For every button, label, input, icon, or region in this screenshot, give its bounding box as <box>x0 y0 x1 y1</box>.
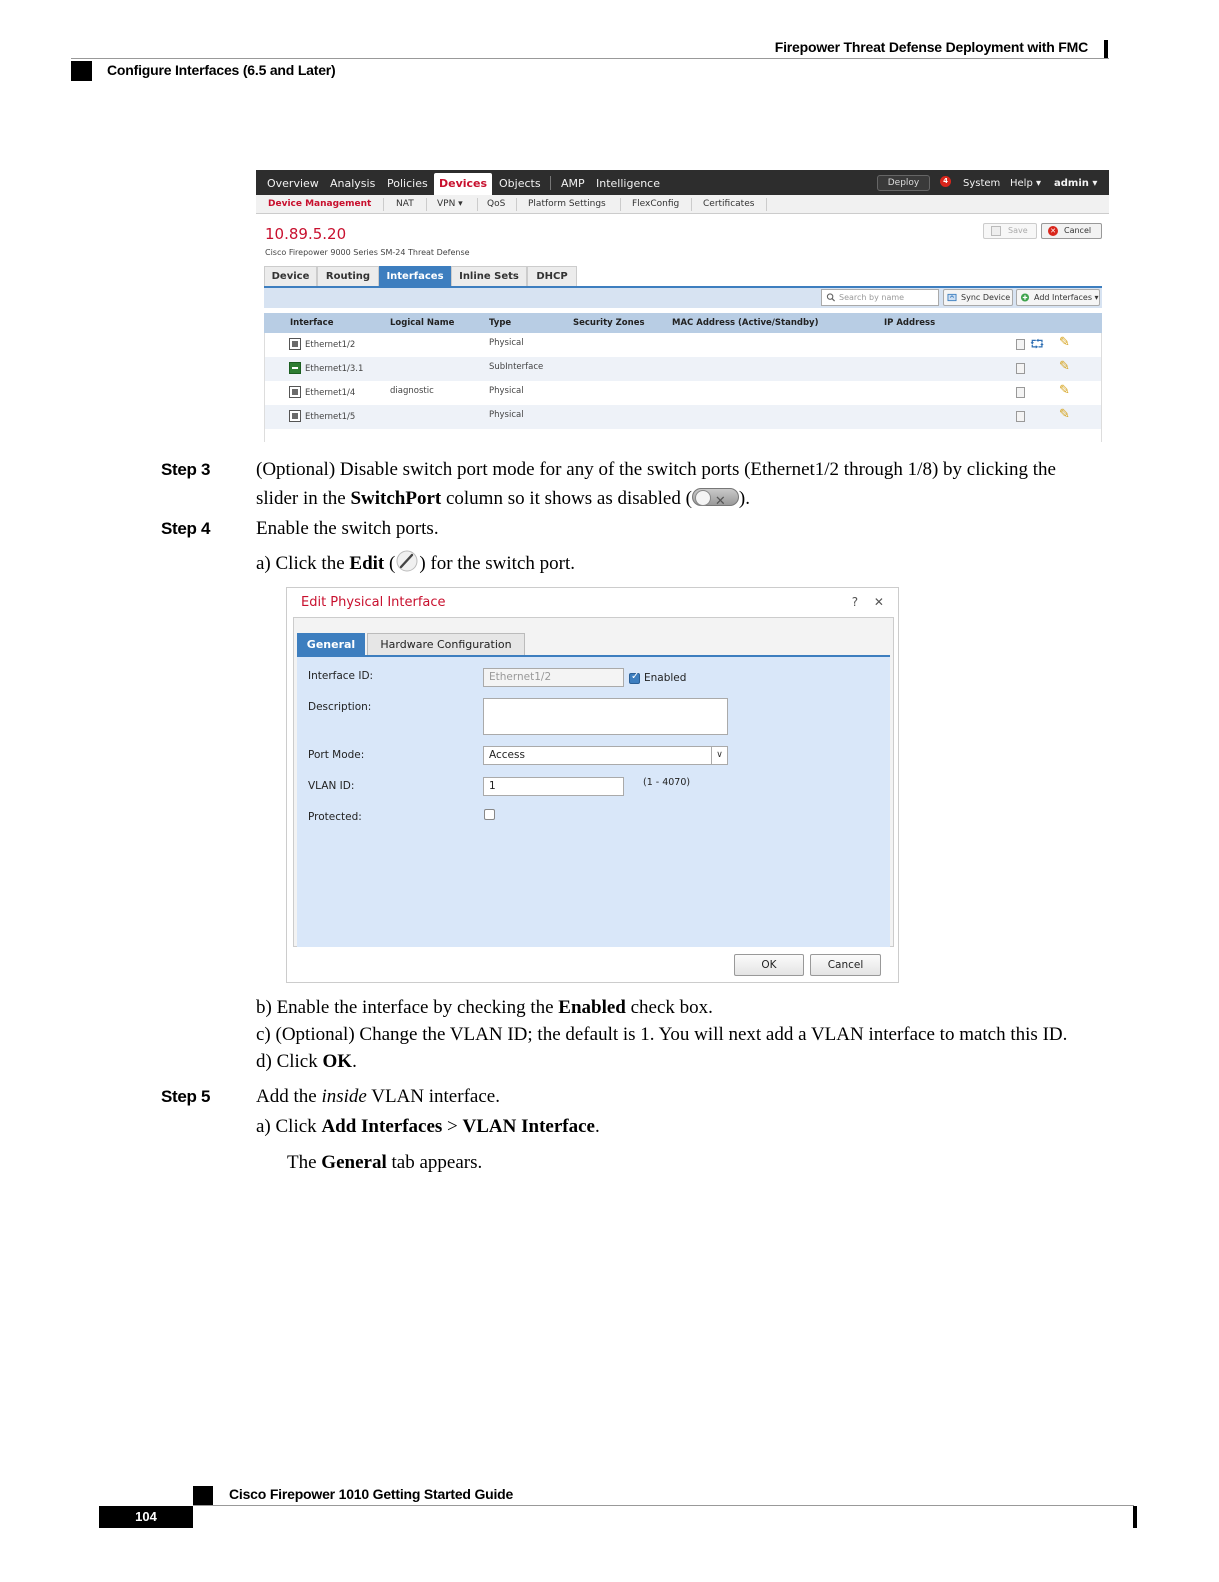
table-row[interactable] <box>264 381 1102 405</box>
step-5a-pre: a) Click <box>256 1116 322 1137</box>
inside-term: inside <box>321 1086 367 1107</box>
fmc-top-nav <box>256 170 1109 195</box>
cancel-button[interactable]: Cancel <box>810 954 881 976</box>
tab-dhcp[interactable]: DHCP <box>527 266 577 286</box>
document-icon[interactable] <box>1016 387 1025 398</box>
edit-physical-interface-dialog <box>286 587 899 983</box>
add-interfaces-button[interactable] <box>1016 289 1100 306</box>
header-bar <box>1104 40 1108 58</box>
subnav-qos[interactable]: QoS <box>487 199 506 209</box>
step-4d-post: . <box>352 1051 357 1072</box>
nav-overview[interactable]: Overview <box>267 177 319 190</box>
sync-device-label: Sync Device <box>961 293 1011 302</box>
sync-icon <box>947 293 957 302</box>
fmc-interfaces-screenshot <box>256 170 1109 442</box>
chevron-down-icon: ∨ <box>711 747 727 764</box>
subinterface-icon <box>289 362 301 374</box>
document-icon[interactable] <box>1016 339 1025 350</box>
step-5-label: Step 5 <box>161 1087 211 1106</box>
col-ip-address[interactable]: IP Address <box>884 318 936 328</box>
port-mode-label: Port Mode: <box>308 749 365 761</box>
save-button[interactable] <box>983 223 1037 239</box>
step-3-text-line1: (Optional) Disable switch port mode for any of the switch ports (Ethernet1/2 through 1/8) by clicking the <box>256 459 1056 480</box>
subnav-separator <box>766 198 767 211</box>
step-3-text-c: column so it shows as disabled ( <box>441 488 692 509</box>
footer-bar <box>1133 1506 1137 1528</box>
table-border <box>1101 333 1102 442</box>
step-4-text: Enable the switch ports. <box>256 518 439 539</box>
step-4a-post: ) for the switch port. <box>419 553 575 574</box>
edit-pencil-icon[interactable]: ✎ <box>1059 383 1070 398</box>
tab-hardware-configuration[interactable]: Hardware Configuration <box>367 633 525 655</box>
subnav-separator <box>383 198 384 211</box>
step-5a-mid: > <box>442 1116 463 1137</box>
nav-intelligence[interactable]: Intelligence <box>596 177 661 190</box>
subnav-separator <box>516 198 517 211</box>
tab-interfaces[interactable]: Interfaces <box>379 266 451 286</box>
note-pre: The <box>287 1152 322 1173</box>
nav-user-menu[interactable]: admin ▾ <box>1054 178 1098 189</box>
edit-pencil-icon <box>395 550 419 572</box>
dialog-body <box>293 617 894 947</box>
subnav-vpn[interactable]: VPN ▾ <box>437 199 463 209</box>
document-title: Firepower Threat Defense Deployment with FMC <box>774 39 1088 55</box>
interface-id-field: Ethernet1/2 <box>483 668 624 687</box>
table-row[interactable] <box>264 405 1102 429</box>
step-4c-text: c) (Optional) Change the VLAN ID; the default is 1. You will next add a VLAN interface to match this ID. <box>256 1024 1068 1045</box>
step-4b-pre: b) Enable the interface by checking the <box>256 997 559 1018</box>
step-4d-pre: d) Click <box>256 1051 323 1072</box>
interface-name: Ethernet1/5 <box>305 412 356 422</box>
step-5a-note <box>287 1149 482 1177</box>
table-border <box>264 333 265 442</box>
col-interface[interactable]: Interface <box>290 318 334 328</box>
interface-name: Ethernet1/4 <box>305 388 356 398</box>
subnav-separator <box>691 198 692 211</box>
step-4d-text <box>256 1048 357 1076</box>
document-icon[interactable] <box>1016 411 1025 422</box>
general-panel <box>297 657 890 947</box>
add-interfaces-label: Add Interfaces ▾ <box>1034 293 1099 302</box>
footer-marker <box>193 1486 213 1505</box>
col-logical-name[interactable]: Logical Name <box>390 318 455 328</box>
cancel-label: Cancel <box>1064 226 1092 235</box>
save-icon <box>991 226 1001 236</box>
vlan-range-hint: (1 - 4070) <box>643 777 691 788</box>
subnav-nat[interactable]: NAT <box>396 199 414 209</box>
protected-checkbox[interactable] <box>484 809 495 820</box>
general-term: General <box>321 1152 387 1173</box>
protected-label: Protected: <box>308 811 362 823</box>
step-4b-text <box>256 994 713 1022</box>
tab-device[interactable]: Device <box>264 266 317 286</box>
description-label: Description: <box>308 701 372 713</box>
vlan-id-field[interactable]: 1 <box>483 777 624 796</box>
header-rule <box>71 58 1109 59</box>
port-mode-value: Access <box>489 749 525 761</box>
fmc-sub-nav <box>256 195 1109 214</box>
nav-devices[interactable]: Devices <box>434 173 492 195</box>
subnav-separator <box>620 198 621 211</box>
step-5-pre: Add the <box>256 1086 322 1107</box>
nav-analysis[interactable]: Analysis <box>330 177 376 190</box>
edit-pencil-icon[interactable]: ✎ <box>1059 407 1070 422</box>
deploy-button[interactable]: Deploy <box>877 175 930 191</box>
section-title: Configure Interfaces (6.5 and Later) <box>107 62 336 78</box>
disabled-toggle-icon <box>692 488 739 506</box>
step-5-post: VLAN interface. <box>366 1086 500 1107</box>
edit-pencil-icon[interactable]: ✎ <box>1059 335 1070 350</box>
alert-icon[interactable] <box>940 176 951 187</box>
add-interfaces-term: Add Interfaces <box>321 1116 443 1137</box>
switchport-term: SwitchPort <box>350 488 442 509</box>
interface-name: Ethernet1/3.1 <box>305 364 364 374</box>
col-security-zones[interactable]: Security Zones <box>573 318 645 328</box>
close-icon: ✕ <box>1048 226 1058 236</box>
vlan-interface-term: VLAN Interface <box>462 1116 595 1137</box>
sync-device-button[interactable] <box>943 289 1013 306</box>
cancel-button[interactable] <box>1041 223 1102 239</box>
edit-term: Edit <box>349 553 385 574</box>
document-icon[interactable] <box>1016 363 1025 374</box>
subnav-device-management[interactable]: Device Management <box>268 199 372 209</box>
page-number: 104 <box>99 1506 193 1528</box>
dialog-title: Edit Physical Interface <box>301 595 446 610</box>
ok-button[interactable]: OK <box>734 954 804 976</box>
subnav-certificates[interactable]: Certificates <box>703 199 755 209</box>
dialog-controls[interactable]: ? ✕ <box>851 595 890 609</box>
edit-pencil-icon[interactable]: ✎ <box>1059 359 1070 374</box>
interface-name: Ethernet1/2 <box>305 340 356 350</box>
device-model: Cisco Firepower 9000 Series SM-24 Threat Defense <box>265 248 470 257</box>
note-post: tab appears. <box>386 1152 483 1173</box>
interface-icon <box>289 386 301 398</box>
port-mode-select[interactable] <box>483 746 728 765</box>
step-5a-post: . <box>594 1116 600 1137</box>
interface-id-label: Interface ID: <box>308 670 374 682</box>
interface-icon <box>289 410 301 422</box>
step-3-text-line2 <box>256 485 750 513</box>
enabled-term: Enabled <box>558 997 626 1018</box>
subnav-separator <box>477 198 478 211</box>
share-icon[interactable]: ⮔ <box>1030 337 1045 351</box>
search-input[interactable] <box>821 289 939 306</box>
alert-count: 4 <box>943 177 948 185</box>
nav-system[interactable]: System <box>963 178 1001 189</box>
enabled-label: Enabled <box>644 672 687 684</box>
interface-icon <box>289 338 301 350</box>
device-ip: 10.89.5.20 <box>265 225 347 243</box>
step-3-label: Step 3 <box>161 460 211 479</box>
step-4a-mid: ( <box>384 553 396 574</box>
step-3-text-a: slider in the <box>256 488 351 509</box>
step-4-label: Step 4 <box>161 519 211 538</box>
subnav-separator <box>426 198 427 211</box>
tab-routing[interactable]: Routing <box>317 266 379 286</box>
step-4b-post: check box. <box>625 997 713 1018</box>
nav-policies[interactable]: Policies <box>387 177 428 190</box>
ok-term: OK <box>322 1051 353 1072</box>
interface-type: Physical <box>489 410 524 420</box>
nav-objects[interactable]: Objects <box>499 177 541 190</box>
vlan-id-label: VLAN ID: <box>308 780 355 792</box>
col-type[interactable]: Type <box>489 318 512 328</box>
interface-type: Physical <box>489 338 524 348</box>
col-mac-address[interactable]: MAC Address (Active/Standby) <box>672 318 819 328</box>
guide-title: Cisco Firepower 1010 Getting Started Guide <box>229 1486 514 1502</box>
nav-amp[interactable]: AMP <box>561 177 585 190</box>
step-5a-text <box>256 1113 600 1141</box>
logical-name: diagnostic <box>390 386 434 396</box>
interfaces-table-header <box>264 313 1102 333</box>
section-marker <box>71 61 92 81</box>
table-row[interactable] <box>264 357 1102 381</box>
description-field[interactable] <box>483 698 728 735</box>
table-row[interactable] <box>264 333 1102 357</box>
step-5-text <box>256 1083 500 1111</box>
tab-inline-sets[interactable]: Inline Sets <box>451 266 527 286</box>
tab-general[interactable]: General <box>297 633 365 655</box>
search-placeholder: Search by name <box>839 293 905 302</box>
nav-separator <box>550 176 551 190</box>
save-label: Save <box>1008 226 1028 235</box>
step-4a-text <box>256 550 575 578</box>
add-icon <box>1020 293 1030 302</box>
step-3-text-d: ). <box>738 488 750 509</box>
footer-rule <box>193 1505 1134 1506</box>
nav-help[interactable]: Help ▾ <box>1010 178 1041 189</box>
subnav-platform-settings[interactable]: Platform Settings <box>528 199 606 209</box>
interfaces-toolbar <box>264 288 1102 308</box>
step-4a-pre: a) Click the <box>256 553 350 574</box>
enabled-checkbox[interactable] <box>629 673 640 684</box>
interface-type: SubInterface <box>489 362 544 372</box>
subnav-flexconfig[interactable]: FlexConfig <box>632 199 680 209</box>
search-icon <box>826 293 836 302</box>
interface-type: Physical <box>489 386 524 396</box>
